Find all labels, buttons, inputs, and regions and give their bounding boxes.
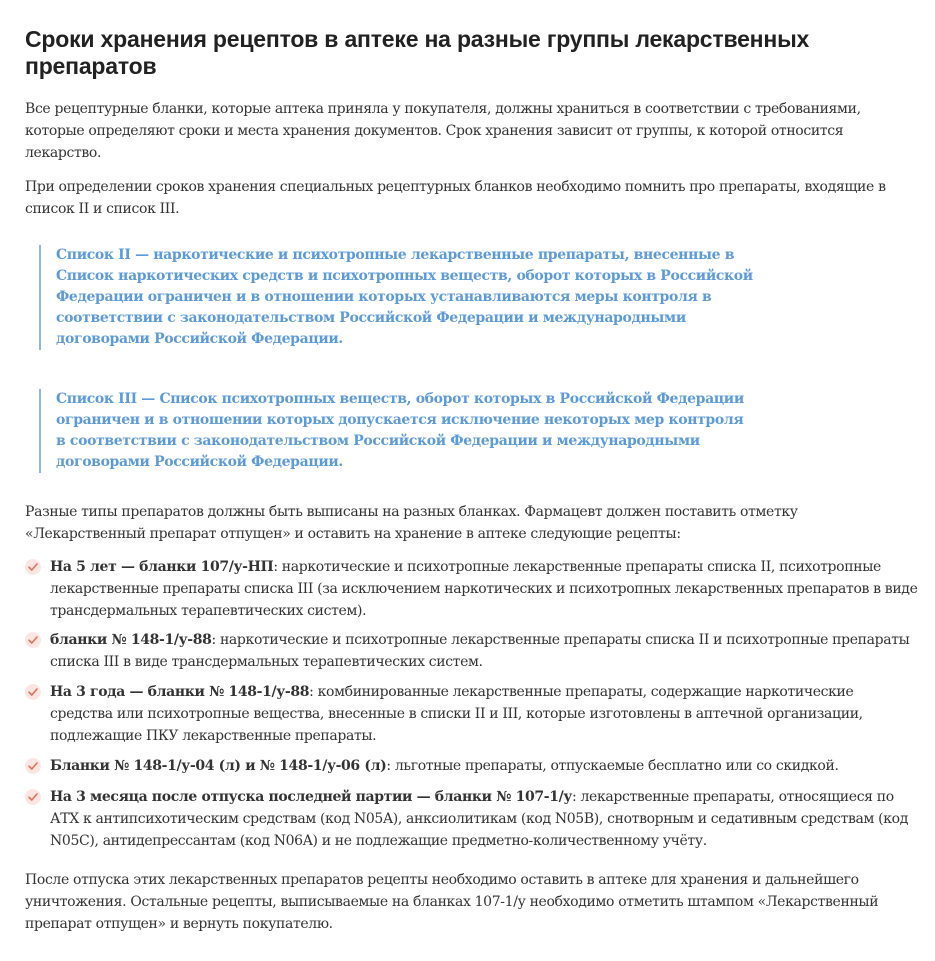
check-icon (25, 559, 41, 575)
blockquote-list-2 (39, 245, 756, 350)
list-item-rest: : наркотические и психотропные лекарственные препараты списка II, психотропные лекарственные препараты списка III (за исключением наркотических и психотропных лекарственных препаратов в виде трансдермальных терапевтических систем). (50, 559, 918, 619)
list-item-text (50, 556, 918, 622)
check-icon (25, 789, 41, 805)
intro-paragraph: Все рецептурные бланки, которые аптека приняла у покупателя, должны храниться в соответствии с требованиями, которые определяют сроки и места хранения документов. Срок хранения зависит от группы, к которой относится лекарство. (25, 101, 861, 161)
blockquote-list-3 (39, 389, 756, 473)
list-item-rest: : льготные препараты, отпускаемые бесплатно или со скидкой. (386, 758, 839, 774)
list-item-rest: : лекарственные препараты, относящиеся по АТХ к антипсихотическим средствам (код N05A), анксиолитикам (код N05B), снотворным и седативным средствам (код N05C), антидепрессантам (код N06A) и не подлежащие предметно-количественному учёту. (50, 789, 909, 849)
check-icon (25, 758, 41, 774)
list-item-bold: Бланки № 148-1/у-04 (л) и № 148-1/у-06 (л) (50, 758, 387, 774)
blockquote-list-3-text: Список III — Список психотропных веществ, оборот которых в Российской Федерации ограничен и в отношении которых допускается исключение некоторых мер контроля в соответствии с законодательством Российской Федерации и международными договорами Российской Федерации. (56, 391, 744, 470)
list-item-bold: На 3 года — бланки № 148-1/у-88 (50, 684, 310, 700)
closing-paragraph: После отпуска этих лекарственных препаратов рецепты необходимо оставить в аптеке для хранения и дальнейшего уничтожения. Остальные рецепты, выписываемые на бланках 107-1/у необходимо отметить штампом «Лекарственный препарат отпущен» и вернуть покупателю. (25, 872, 879, 932)
list-item-rest: : комбинированные лекарственные препараты, содержащие наркотические средства или психотропные вещества, внесенные в списки II и III, которые изготовлены в аптечной организации, подлежащие ПКУ лекарственные препараты. (50, 684, 863, 744)
article-title: Сроки хранения рецептов в аптеке на разные группы лекарственных препаратов (25, 26, 810, 79)
paragraph-blanks: Разные типы препаратов должны быть выписаны на разных бланках. Фармацевт должен поставить отметку «Лекарственный препарат отпущен» и оставить на хранение в аптеке следующие рецепты: (25, 504, 798, 542)
list-item-text (50, 786, 918, 852)
list-item-text (50, 681, 918, 747)
list-item-rest: : наркотические и психотропные лекарственные препараты списка II и психотропные препараты списка III в виде трансдермальных терапевтических систем. (50, 632, 910, 670)
list-item-text (50, 629, 918, 673)
list-item-bold: бланки № 148-1/у-88 (50, 632, 212, 648)
list-item-bold: На 5 лет — бланки 107/у-НП (50, 559, 274, 575)
intro-paragraph-2: При определении сроков хранения специальных рецептурных бланков необходимо помнить про препараты, входящие в список II и список III. (25, 179, 886, 217)
blockquote-list-2-text: Список II — наркотические и психотропные лекарственные препараты, внесенные в Список наркотических средств и психотропных веществ, оборот которых в Российской Федерации ограничен и в отношении которых устанавливаются меры контроля в соответствии с законодательством Российской Федерации и международными договорами Российской Федерации. (56, 247, 753, 347)
list-item-text (50, 755, 918, 777)
list-item-bold: На 3 месяца после отпуска последней партии — бланки № 107-1/у (50, 789, 572, 805)
check-icon (25, 632, 41, 648)
check-icon (25, 684, 41, 700)
